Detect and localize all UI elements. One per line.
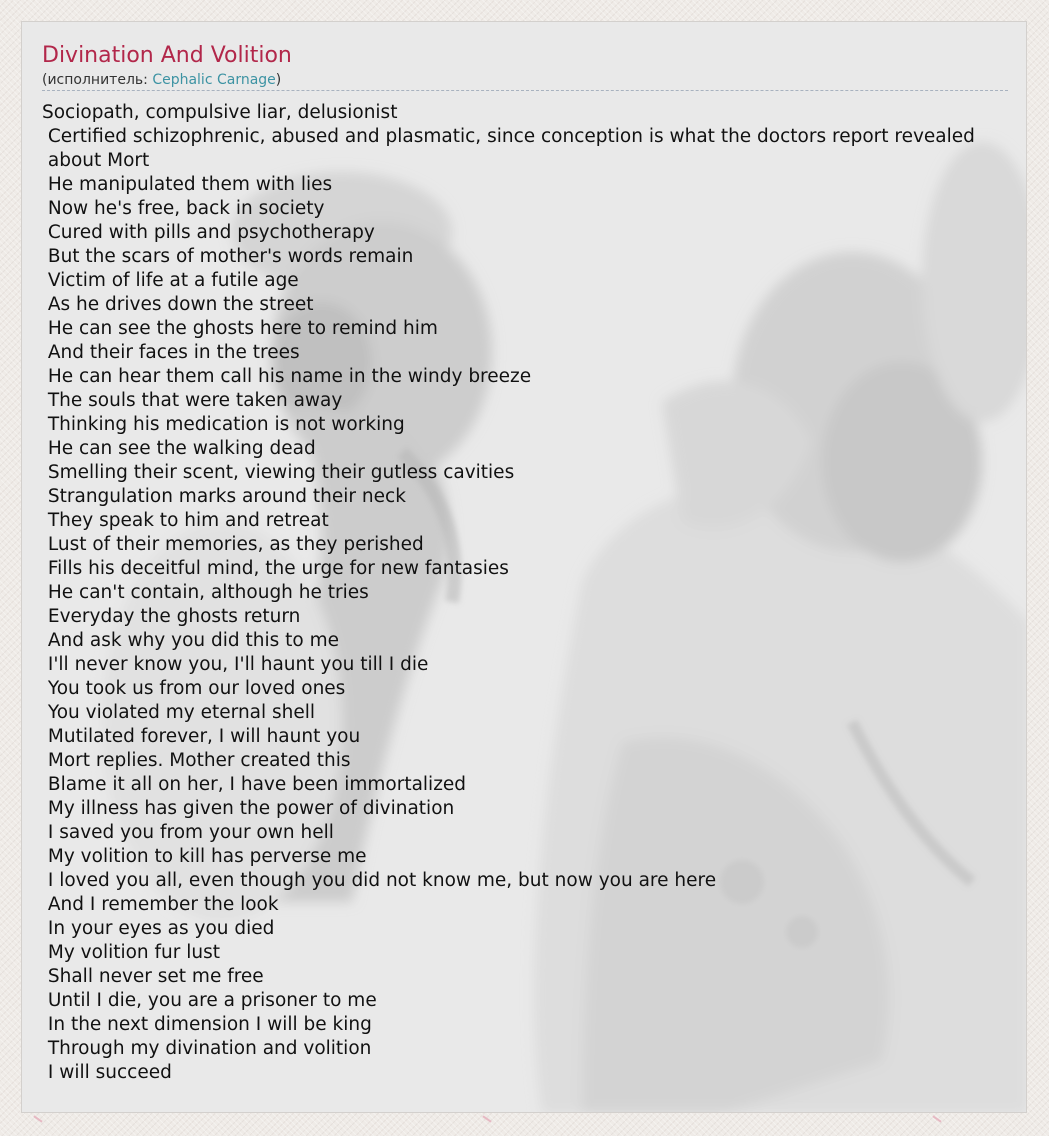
decorative-mark [482, 1115, 491, 1122]
lyric-line: He manipulated them with lies [42, 174, 333, 195]
lyric-line: Everyday the ghosts return [42, 606, 301, 627]
lyric-line: You took us from our loved ones [42, 678, 346, 699]
lyric-line: Strangulation marks around their neck [42, 486, 406, 507]
lyrics-card [21, 21, 1027, 1113]
lyric-line: He can't contain, although he tries [42, 582, 369, 603]
artist-credit [42, 71, 281, 89]
lyric-line: Sociopath, compulsive liar, delusionist [42, 102, 398, 123]
lyric-line: You violated my eternal shell [42, 702, 316, 723]
lyrics-body [42, 101, 1027, 1085]
decorative-mark [932, 1115, 941, 1122]
lyric-line: And I remember the look [42, 894, 279, 915]
lyric-line: I loved you all, even though you did not know me, but now you are here [42, 870, 717, 891]
lyric-line: Shall never set me free [42, 966, 264, 987]
lyric-line: Now he's free, back in society [42, 198, 325, 219]
lyric-line: Mort replies. Mother created this [42, 750, 351, 771]
lyric-line: The souls that were taken away [42, 390, 343, 411]
lyric-line: He can see the ghosts here to remind him [42, 318, 438, 339]
lyric-line: Fills his deceitful mind, the urge for new fantasies [42, 558, 509, 579]
song-header [42, 42, 1008, 91]
artist-suffix: ) [275, 72, 282, 88]
lyric-line: I saved you from your own hell [42, 822, 334, 843]
lyric-line: As he drives down the street [42, 294, 314, 315]
lyric-line: He can see the walking dead [42, 438, 316, 459]
lyric-line: about Mort [42, 150, 150, 171]
lyric-line: Certified schizophrenic, abused and plasmatic, since conception is what the doctors report revealed [42, 126, 975, 147]
lyric-line: Mutilated forever, I will haunt you [42, 726, 361, 747]
lyric-line: He can hear them call his name in the windy breeze [42, 366, 532, 387]
lyric-line: Until I die, you are a prisoner to me [42, 990, 377, 1011]
lyric-line: In your eyes as you died [42, 918, 275, 939]
song-title: Divination And Volition [42, 43, 292, 68]
lyric-line: My volition to kill has perverse me [42, 846, 367, 867]
artist-prefix: (исполнитель: [42, 72, 153, 88]
lyric-line: Smelling their scent, viewing their gutless cavities [42, 462, 515, 483]
lyric-line: Victim of life at a futile age [42, 270, 299, 291]
lyric-line: Blame it all on her, I have been immortalized [42, 774, 467, 795]
lyric-line: They speak to him and retreat [42, 510, 329, 531]
lyric-line: But the scars of mother's words remain [42, 246, 414, 267]
lyric-line: Lust of their memories, as they perished [42, 534, 424, 555]
lyric-line: I will succeed [42, 1062, 172, 1083]
lyric-line: Cured with pills and psychotherapy [42, 222, 375, 243]
lyric-line: My illness has given the power of divination [42, 798, 455, 819]
lyric-line: And their faces in the trees [42, 342, 300, 363]
decorative-mark [33, 1115, 42, 1122]
lyric-line: In the next dimension I will be king [42, 1014, 372, 1035]
lyric-line: Thinking his medication is not working [42, 414, 405, 435]
lyric-line: My volition fur lust [42, 942, 221, 963]
lyric-line: And ask why you did this to me [42, 630, 340, 651]
artist-link[interactable]: Cephalic Carnage [152, 72, 276, 88]
lyric-line: Through my divination and volition [42, 1038, 372, 1059]
lyric-line: I'll never know you, I'll haunt you till I die [42, 654, 429, 675]
